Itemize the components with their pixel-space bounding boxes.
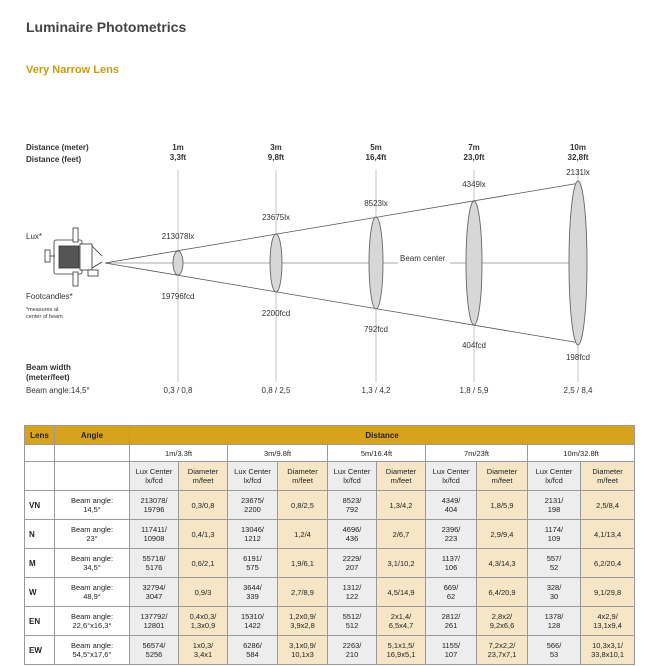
diameter-cell: 0,3/0,8 [179,491,228,520]
diameter-cell: 1,9/6,1 [278,549,328,578]
diameter-header: Diameter m/feet [278,462,328,491]
lux-center-cell: 5512/ 512 [328,607,377,636]
distance-col-1: 1m/3.3ft [130,445,228,462]
table-header-row [25,426,635,445]
diameter-cell: 2,7/8,9 [278,578,328,607]
diameter-header: Diameter m/feet [377,462,426,491]
distance-feet-label: Distance (feet) [26,155,82,164]
lux-center-cell: 1174/ 109 [528,520,581,549]
lux-center-cell: 23675/ 2200 [228,491,278,520]
diameter-cell: 3,1x0,9/ 10,1x3 [278,636,328,665]
beam-ellipse-5m [369,217,383,309]
lux-center-header: Lux Center lx/fcd [426,462,477,491]
angle-cell: Beam angle: 22,6°x16,3° [55,607,130,636]
diameter-cell: 1,3/4,2 [377,491,426,520]
lux-label: Lux* [26,232,43,241]
diameter-cell: 2x1,4/ 6,5x4,7 [377,607,426,636]
lux-center-header: Lux Center lx/fcd [528,462,581,491]
lux-center-cell: 1378/ 128 [528,607,581,636]
diameter-cell: 0,4x0,3/ 1,3x0,9 [179,607,228,636]
table-row [25,578,635,607]
distance-col-4: 7m/23ft [426,445,528,462]
lux-center-cell: 15310/ 1422 [228,607,278,636]
diameter-cell: 2,9/9,4 [477,520,528,549]
lux-center-cell: 213078/ 19796 [130,491,179,520]
beam-width-1m: 0,3 / 0,8 [163,386,193,395]
distance-col-2: 3m/9.8ft [228,445,328,462]
distance-header: Distance [130,426,635,445]
lux-value-3m: 23675lx [261,213,291,222]
beam-ellipse-1m [173,251,183,275]
column-distance-10m: 10m 32,8ft [567,143,589,162]
lux-center-header: Lux Center lx/fcd [228,462,278,491]
beam-center-label: Beam center [400,254,446,263]
lux-center-header: Lux Center lx/fcd [328,462,377,491]
beam-ellipse-7m [466,201,482,325]
column-distance-1m: 1m 3,3ft [169,143,187,162]
lens-cell: VN [25,491,55,520]
lux-center-cell: 137792/ 12801 [130,607,179,636]
beam-ellipse-3m [270,234,282,292]
lens-subtitle: Very Narrow Lens [26,64,119,76]
fcd-value-3m: 2200fcd [261,309,291,318]
lens-header: Lens [25,426,55,445]
diameter-cell: 3,1/10,2 [377,549,426,578]
lux-center-cell: 4696/ 436 [328,520,377,549]
fcd-value-7m: 404fcd [461,341,487,350]
table-row [25,520,635,549]
diameter-cell: 0,4/1,3 [179,520,228,549]
table-row [25,636,635,665]
lux-center-cell: 6191/ 575 [228,549,278,578]
angle-cell: Beam angle: 23° [55,520,130,549]
column-distance-7m: 7m 23,0ft [463,143,485,162]
lux-center-cell: 2229/ 207 [328,549,377,578]
luminaire-icon [45,228,102,286]
lux-center-cell: 32794/ 3047 [130,578,179,607]
lux-center-cell: 56574/ 5256 [130,636,179,665]
diameter-cell: 9,1/29,8 [581,578,635,607]
distance-subheader-row [25,445,635,462]
lux-value-10m: 2131lx [566,168,590,177]
beam-width-7m: 1,8 / 5,9 [459,386,489,395]
lux-center-cell: 117411/ 10908 [130,520,179,549]
lux-center-cell: 6286/ 584 [228,636,278,665]
diameter-cell: 0,8/2,5 [278,491,328,520]
diameter-cell: 2,8x2/ 9,2x6,6 [477,607,528,636]
beam-lower-edge [105,263,580,343]
beam-width-10m: 2,5 / 8,4 [563,386,593,395]
diameter-cell: 4,5/14,9 [377,578,426,607]
lux-center-cell: 55718/ 5176 [130,549,179,578]
fcd-value-1m: 19796fcd [161,292,195,301]
lux-center-cell: 2131/ 198 [528,491,581,520]
lux-center-cell: 8523/ 792 [328,491,377,520]
angle-cell: Beam angle: 48,9° [55,578,130,607]
table-row [25,549,635,578]
diameter-cell: 6,2/20,4 [581,549,635,578]
diameter-cell: 4,3/14,3 [477,549,528,578]
lux-value-7m: 4349lx [462,180,486,189]
lux-center-header: Lux Center lx/fcd [130,462,179,491]
lux-center-cell: 3644/ 339 [228,578,278,607]
diameter-cell: 4,1/13,4 [581,520,635,549]
beam-width-label: Beam width [26,363,71,372]
table-body [25,491,635,665]
page-title: Luminaire Photometrics [26,19,187,35]
diameter-cell: 5,1x1,5/ 16,9x5,1 [377,636,426,665]
diameter-cell: 1,2/4 [278,520,328,549]
diameter-header: Diameter m/feet [179,462,228,491]
lens-cell: EW [25,636,55,665]
column-distance-5m: 5m 16,4ft [365,143,387,162]
measure-subheader-row [25,462,635,491]
lux-center-cell: 566/ 53 [528,636,581,665]
lux-center-cell: 13046/ 1212 [228,520,278,549]
angle-cell: Beam angle: 54,5°x17,6° [55,636,130,665]
diameter-cell: 0,9/3 [179,578,228,607]
lux-center-cell: 669/ 62 [426,578,477,607]
beam-upper-edge [105,183,580,263]
diameter-cell: 2,5/8,4 [581,491,635,520]
diameter-cell: 2/6,7 [377,520,426,549]
diameter-cell: 10,3x3,1/ 33,8x10,1 [581,636,635,665]
lux-center-cell: 1312/ 122 [328,578,377,607]
lux-value-1m: 213078lx [161,232,195,241]
lux-center-cell: 1155/ 107 [426,636,477,665]
distance-col-3: 5m/16.4ft [328,445,426,462]
lux-value-5m: 8523lx [364,199,388,208]
beam-angle-label: Beam angle:14,5° [26,386,90,395]
fcd-value-5m: 792fcd [363,325,389,334]
diameter-cell: 6,4/20,9 [477,578,528,607]
lens-cell: M [25,549,55,578]
beam-width-3m: 0,8 / 2,5 [261,386,291,395]
measures-note-2: center of beam [26,314,63,320]
lux-center-cell: 2263/ 210 [328,636,377,665]
angle-cell: Beam angle: 34,5° [55,549,130,578]
lens-cell: EN [25,607,55,636]
lux-center-cell: 328/ 30 [528,578,581,607]
diameter-cell: 4x2,9/ 13,1x9,4 [581,607,635,636]
diameter-cell: 0,6/2,1 [179,549,228,578]
diameter-cell: 1,8/5,9 [477,491,528,520]
beam-width-5m: 1,3 / 4,2 [361,386,391,395]
diameter-cell: 1,2x0,9/ 3,9x2,8 [278,607,328,636]
angle-cell: Beam angle: 14,5° [55,491,130,520]
column-distance-3m: 3m 9,8ft [267,143,285,162]
lens-cell: N [25,520,55,549]
lux-center-cell: 2812/ 261 [426,607,477,636]
measures-note: *measures at [26,307,59,313]
angle-header: Angle [55,426,130,445]
diameter-header: Diameter m/feet [581,462,635,491]
lux-center-cell: 557/ 52 [528,549,581,578]
diameter-header: Diameter m/feet [477,462,528,491]
table-row [25,607,635,636]
lens-cell: W [25,578,55,607]
table-row [25,491,635,520]
photometrics-table [24,425,635,665]
lux-center-cell: 2396/ 223 [426,520,477,549]
diameter-cell: 7,2x2,2/ 23,7x7,1 [477,636,528,665]
diameter-cell: 1x0,3/ 3,4x1 [179,636,228,665]
lux-center-cell: 4349/ 404 [426,491,477,520]
beam-width-unit-label: (meter/feet) [26,373,70,382]
fcd-value-10m: 198fcd [565,353,591,362]
distance-col-5: 10m/32.8ft [528,445,635,462]
beam-ellipse-10m [569,181,587,345]
footcandles-label: Footcandles* [26,292,73,301]
lux-center-cell: 1137/ 106 [426,549,477,578]
distance-meter-label: Distance (meter) [26,143,89,152]
